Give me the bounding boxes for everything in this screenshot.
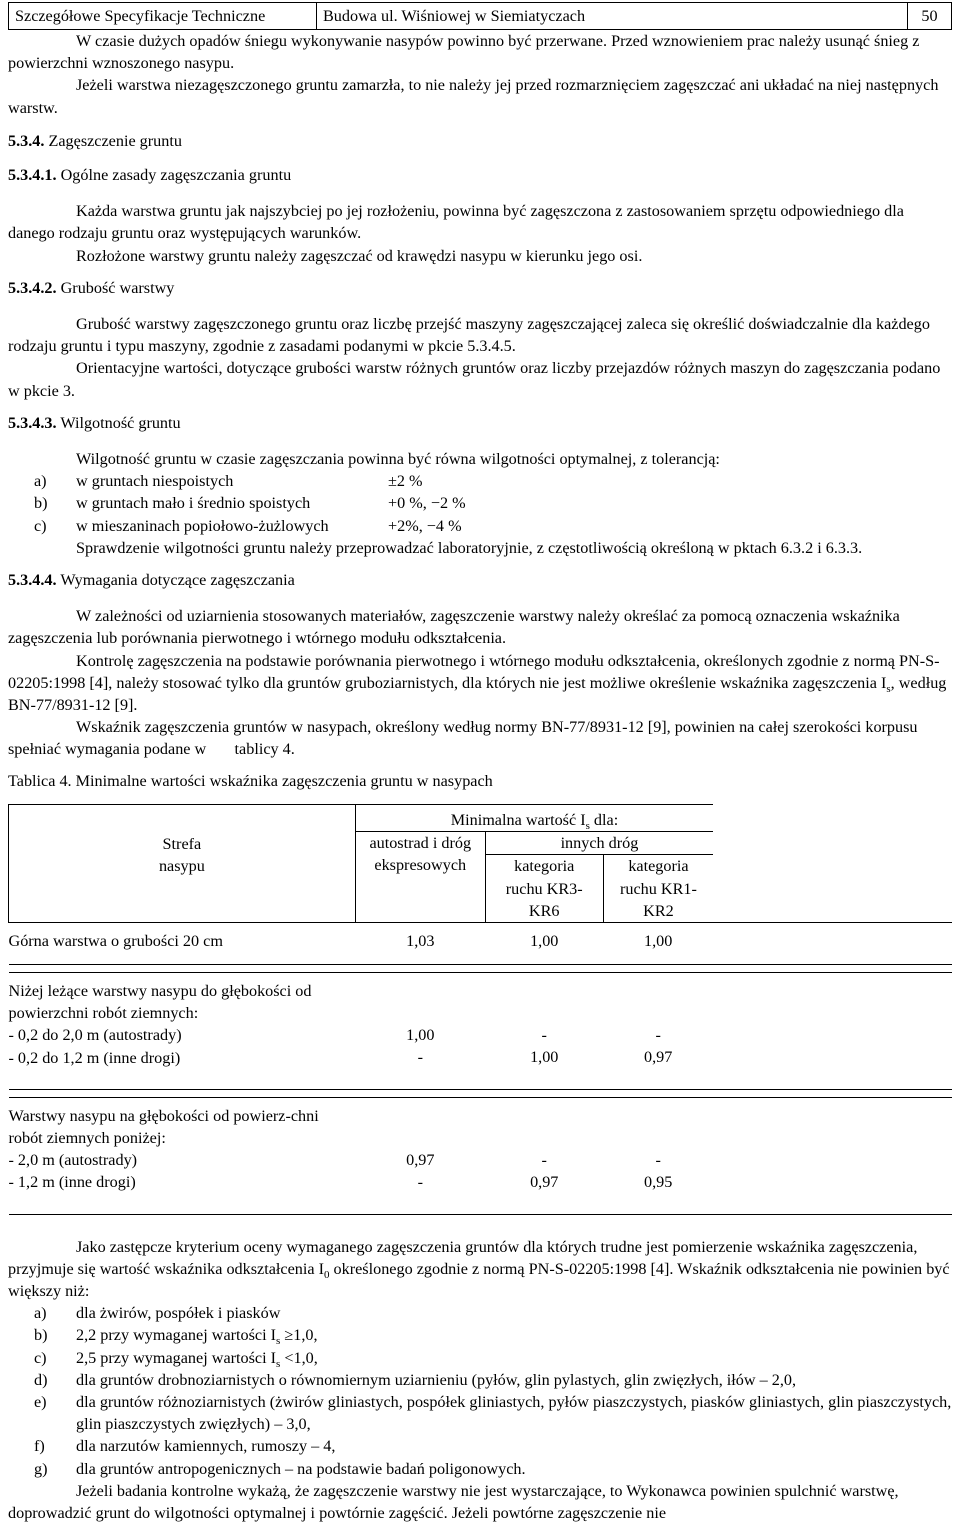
page-header bbox=[8, 2, 952, 30]
item-text: w mieszaninach popiołowo-żużlowych bbox=[76, 516, 329, 535]
compaction-table bbox=[8, 804, 952, 1215]
moisture-tolerance-list bbox=[8, 470, 466, 537]
section-title: Zagęszczenie gruntu bbox=[48, 131, 182, 150]
section-number: 5.3.4.3. bbox=[8, 413, 57, 432]
table-caption: Tablica 4. Minimalne wartości wskaźnika zagęszczenia gruntu w nasypach bbox=[8, 771, 493, 790]
paragraph bbox=[8, 1236, 952, 1303]
paragraph: Wskaźnik zagęszczenia gruntów w nasypach, określony według normy BN-77/8931-12 [9], powinien na całej szerokości korpusu spełniać wymagania podane w tablicy 4. bbox=[8, 718, 922, 759]
paragraph: W zależności od uziarnienia stosowanych materiałów, zagęszczenie warstwy należy określać za pomocą oznaczenia wskaźnika zagęszczenia lub porównania pierwotnego i wtórnego modułu odkształcenia. bbox=[8, 607, 900, 648]
item-text: dla gruntów antropogenicznych – na podstawie badań poligonowych. bbox=[76, 1459, 526, 1478]
section-title: Wilgotność gruntu bbox=[60, 413, 181, 432]
list-item bbox=[8, 1458, 952, 1480]
header-spec-title: Szczegółowe Specyfikacje Techniczne bbox=[9, 3, 317, 29]
intro-paragraph-1: W czasie dużych opadów śniegu wykonywanie nasypów powinno być przerwane. Przed wznowieniem prac należy usunąć śnieg z powierzchni wznoszonego nasypu. bbox=[8, 32, 920, 73]
item-text: dla gruntów drobnoziarnistych o równomiernym uziarnieniu (pyłów, glin pylastych, glin zwięzłych, iłów – 2,0, bbox=[76, 1370, 797, 1389]
header-text: kategoria ruchu KR3-KR6 bbox=[505, 857, 583, 920]
header-project-title: Budowa ul. Wiśniowej w Siemiatyczach bbox=[317, 3, 908, 29]
item-text: 2,5 przy wymaganej wartości I bbox=[76, 1348, 277, 1367]
item-value: ±2 % bbox=[388, 472, 423, 491]
subscript: s bbox=[585, 820, 590, 833]
subscript: s bbox=[276, 1357, 281, 1370]
item-text: <1,0, bbox=[280, 1348, 318, 1367]
section-title: Grubość warstwy bbox=[60, 278, 175, 297]
list-item bbox=[8, 470, 466, 492]
table-row bbox=[9, 972, 953, 1089]
section-heading-5-3-4-1 bbox=[8, 164, 952, 186]
header-other-roads: innych dróg bbox=[485, 832, 713, 855]
paragraph: Jeżeli badania kontrolne wykażą, że zagęszczenie warstwy nie jest wystarczające, to Wykonawca powinien spulchnić warstwę, doprowadzić grunt do wilgotności optymalnej i powtórnie zagęścić. Jeżeli powtórne zagęszczenie nie bbox=[8, 1481, 899, 1522]
header-text: Minimalna wartość I bbox=[450, 810, 586, 829]
intro-paragraph-2: Jeżeli warstwa niezagęszczonego gruntu zamarzła, to nie należy jej przed rozmarznięciem zagęszczać ani układać na niej następnych warstw. bbox=[8, 76, 939, 117]
list-item bbox=[8, 492, 466, 514]
item-key: c) bbox=[34, 516, 47, 535]
paragraph: Rozłożone warstwy gruntu należy zagęszczać od krawędzi nasypu w kierunku jego osi. bbox=[76, 246, 643, 265]
document-page bbox=[8, 2, 952, 1524]
cell-value: - 0,97 bbox=[603, 972, 713, 1089]
section-heading-5-3-4-4 bbox=[8, 569, 952, 591]
cell-value: - 0,95 bbox=[603, 1097, 713, 1214]
table-row bbox=[9, 922, 953, 964]
list-item bbox=[8, 1302, 952, 1324]
header-text: autostrad i dróg ekspresowych bbox=[369, 834, 472, 875]
item-key: e) bbox=[34, 1392, 47, 1411]
item-key: d) bbox=[34, 1370, 48, 1389]
list-item bbox=[8, 1391, 952, 1435]
paragraph: Każda warstwa gruntu jak najszybciej po jej rozłożeniu, powinna być zagęszczona z zastosowaniem sprzętu odpowiedniego dla danego rodzaju gruntu oraz występujących warunków. bbox=[8, 202, 904, 243]
list-item bbox=[8, 515, 466, 537]
subscript: 0 bbox=[324, 1268, 330, 1281]
paragraph: Orientacyjne wartości, dotyczące grubości warstw różnych gruntów oraz liczby przejazdów różnych maszyn do zagęszczania podano w pkcie 3. bbox=[8, 359, 941, 400]
item-key: a) bbox=[34, 1304, 47, 1323]
list-item bbox=[8, 1369, 952, 1391]
header-zone bbox=[9, 804, 356, 922]
paragraph bbox=[8, 650, 952, 717]
cell-value: 1,00 - bbox=[355, 972, 485, 1089]
cell-value: 1,00 bbox=[485, 922, 603, 964]
item-key: g) bbox=[34, 1459, 48, 1478]
item-text: dla żwirów, pospółek i piasków bbox=[76, 1304, 281, 1323]
header-autostrad bbox=[355, 832, 485, 923]
subscript: s bbox=[276, 1335, 281, 1348]
item-key: a) bbox=[34, 472, 47, 491]
section-number: 5.3.4.2. bbox=[8, 278, 57, 297]
item-text: w gruntach mało i średnio spoistych bbox=[76, 494, 311, 513]
deformation-index-list bbox=[8, 1302, 952, 1480]
item-key: b) bbox=[34, 494, 48, 513]
item-text: 2,2 przy wymaganej wartości I bbox=[76, 1326, 277, 1345]
section-number: 5.3.4.1. bbox=[8, 166, 57, 185]
cell-value: 1,00 bbox=[603, 922, 713, 964]
item-value: +0 %, −2 % bbox=[388, 494, 466, 513]
list-item bbox=[8, 1347, 952, 1369]
cell-value: 1,03 bbox=[355, 922, 485, 964]
table-row bbox=[9, 1097, 953, 1214]
text: określonego zgodnie z normą PN-S-02205:1998 [4]. Wskaźnik odkształcenia nie powinien być większy niż: bbox=[8, 1259, 950, 1300]
row-label: Górna warstwa o grubości 20 cm bbox=[9, 922, 356, 964]
item-text: dla narzutów kamiennych, rumoszy – 4, bbox=[76, 1437, 336, 1456]
section-number: 5.3.4. bbox=[8, 131, 45, 150]
section-number: 5.3.4.4. bbox=[8, 571, 57, 590]
section-title: Wymagania dotyczące zagęszczania bbox=[60, 571, 295, 590]
item-text: ≥1,0, bbox=[280, 1326, 318, 1345]
header-text: kategoria ruchu KR1-KR2 bbox=[620, 857, 697, 920]
text: Kontrolę zagęszczenia na podstawie porównania pierwotnego i wtórnego modułu odkształcenia, określonych zgodnie z normą PN-S-02205:1998 [4], należy stosować tylko dla gruntów gruboziarnistych, dla których nie jest możliwe określenie wskaźnika zagęszczenia I bbox=[8, 651, 940, 692]
paragraph: Sprawdzenie wilgotności gruntu należy przeprowadzać laboratoryjnie, z częstotliwością określoną w pktach 6.3.2 i 6.3.3. bbox=[76, 538, 863, 557]
list-item bbox=[8, 1324, 952, 1346]
section-heading-5-3-4-2 bbox=[8, 277, 952, 299]
paragraph: Wilgotność gruntu w czasie zagęszczania powinna być równa wilgotności optymalnej, z tolerancją: bbox=[76, 450, 720, 469]
header-text: Strefa nasypu bbox=[158, 834, 205, 876]
list-item bbox=[8, 1435, 952, 1457]
text: Jako zastępcze kryterium oceny wymaganego zagęszczenia gruntów dla których trudne jest pomierzenie wskaźnika zagęszczenia, przyjmuje się wartość wskaźnika odkształcenia I bbox=[8, 1237, 918, 1278]
item-key: f) bbox=[34, 1437, 45, 1456]
header-kr3-kr6 bbox=[485, 855, 603, 922]
section-title: Ogólne zasady zagęszczania gruntu bbox=[60, 166, 292, 185]
item-value: +2%, −4 % bbox=[388, 516, 462, 535]
cell-value: - 0,97 bbox=[485, 1097, 603, 1214]
item-text: dla gruntów różnoziarnistych (żwirów gliniastych, pospółek gliniastych, pyłów piaszczystych, piasków gliniastych, glin piaszczystych, glin piaszczystych zwięzłych) – 3,0, bbox=[76, 1392, 952, 1434]
header-min-value bbox=[355, 804, 713, 831]
row-label: Warstwy nasypu na głębokości od powierz-chni robót ziemnych poniżej: - 2,0 m (autostrady) - 1,2 m (inne drogi) bbox=[9, 1097, 356, 1214]
header-kr1-kr2 bbox=[603, 855, 713, 922]
text: , według BN-77/8931-12 [9]. bbox=[8, 673, 947, 715]
paragraph: Grubość warstwy zagęszczonego gruntu oraz liczbę przejść maszyny zagęszczającej zaleca się określić doświadczalnie dla każdego rodzaju gruntu i typu maszyny, zgodnie z zasadami podanymi w pkcie 5.3.4.5. bbox=[8, 315, 930, 356]
item-text: w gruntach niespoistych bbox=[76, 472, 234, 491]
item-key: c) bbox=[34, 1348, 47, 1367]
header-page-number: 50 bbox=[921, 7, 938, 25]
section-heading-5-3-4-3 bbox=[8, 412, 952, 434]
item-key: b) bbox=[34, 1326, 48, 1345]
subscript: s bbox=[886, 683, 891, 696]
cell-value: 0,97 - bbox=[355, 1097, 485, 1214]
header-text: dla: bbox=[589, 810, 619, 829]
cell-value: - 1,00 bbox=[485, 972, 603, 1089]
row-label: Niżej leżące warstwy nasypu do głębokości od powierzchni robót ziemnych: - 0,2 do 2,0 m (autostrady) - 0,2 do 1,2 m (inne drogi) bbox=[9, 972, 356, 1089]
section-heading-5-3-4 bbox=[8, 130, 952, 152]
